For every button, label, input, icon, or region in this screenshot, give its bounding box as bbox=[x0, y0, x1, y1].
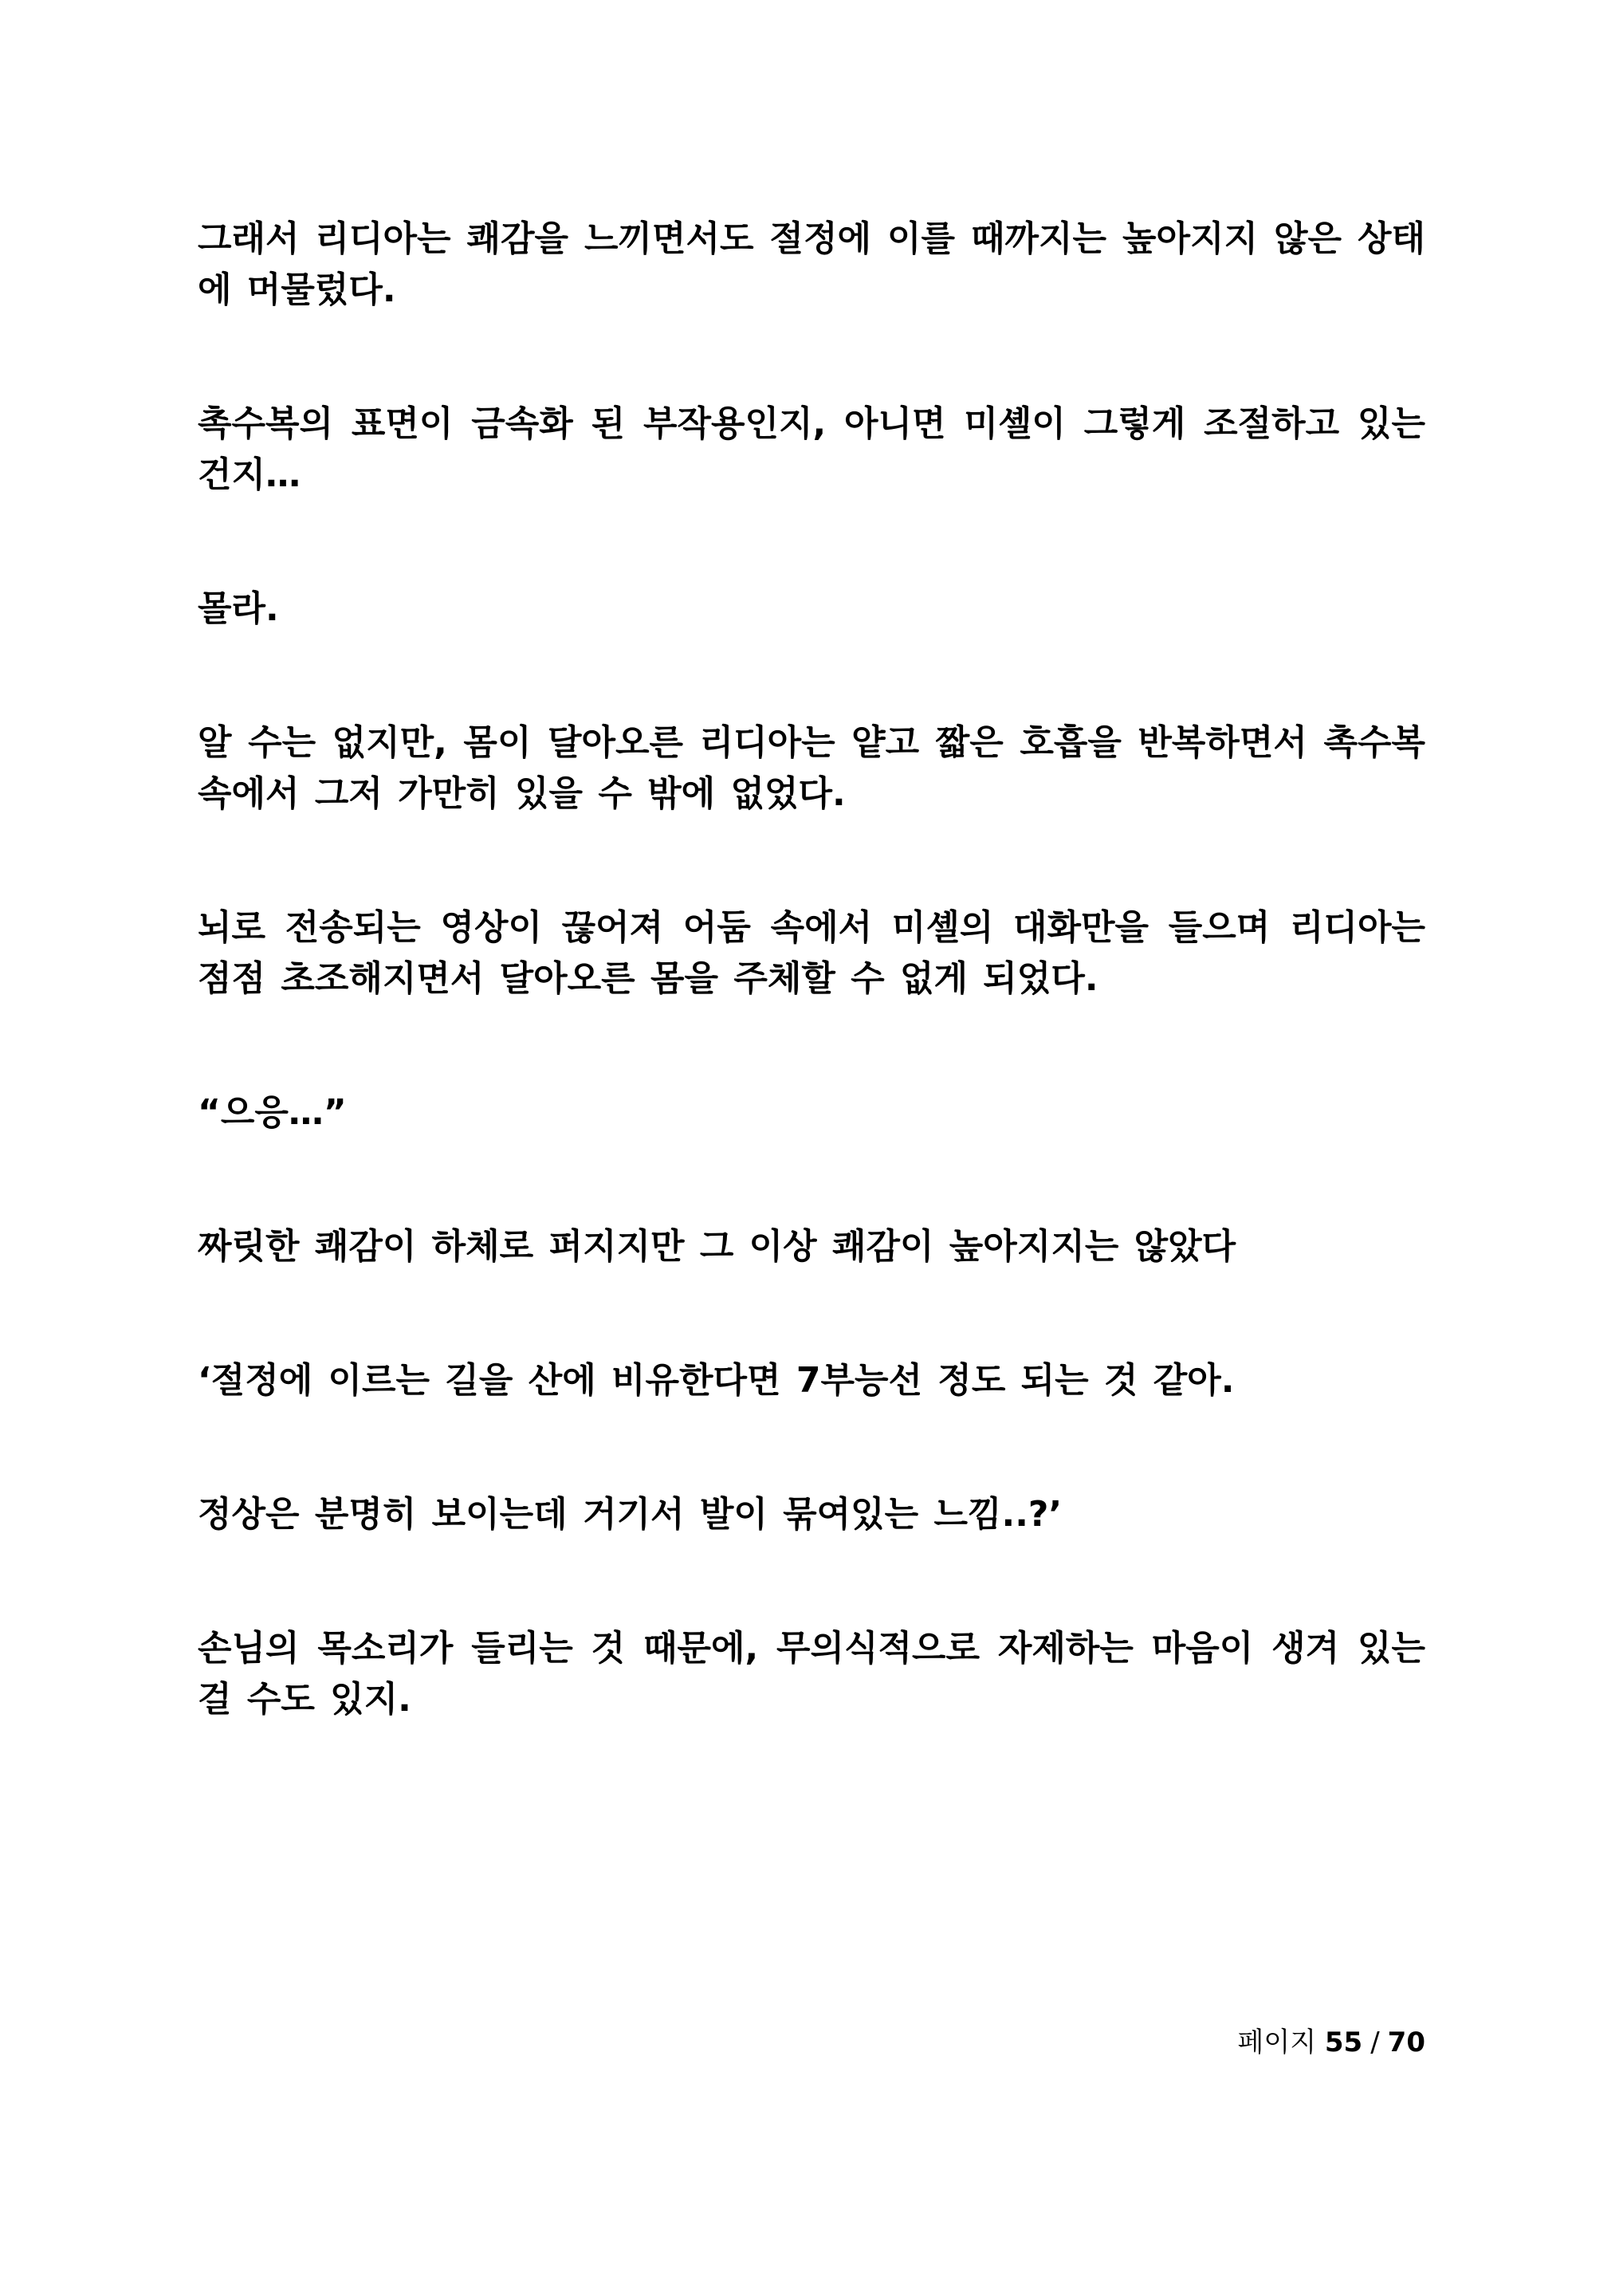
body-text bbox=[198, 214, 1425, 1808]
paragraph-4: 알 수는 없지만, 몸이 달아오른 리디아는 얕고 짧은 호흡을 반복하면서 촉수복 속에서 그저 가만히 있을 수 밖에 없었다. bbox=[198, 722, 1425, 814]
paragraph-8: ‘절정에 이르는 길을 산에 비유한다면 7부능선 정도 되는 것 같아. bbox=[198, 1360, 1235, 1401]
page-footer bbox=[1238, 2023, 1425, 2062]
paragraph-3: 몰라. bbox=[198, 588, 279, 629]
paragraph-6: “으응…” bbox=[198, 1092, 347, 1133]
paragraph-9: 정상은 분명히 보이는데 거기서 발이 묶여있는 느낌..?’ bbox=[198, 1494, 1063, 1535]
paragraph-5: 뇌로 전송되는 영상이 끊어져 어둠 속에서 미셸의 대화만을 들으며 리디아는 점점 초조해지면서 달아오른 몸을 주체할 수 없게 되었다. bbox=[198, 907, 1425, 999]
page-label: 페이지 bbox=[1237, 2027, 1317, 2058]
current-page-number: 55 bbox=[1324, 2027, 1363, 2058]
total-pages-number: 70 bbox=[1387, 2027, 1425, 2058]
paragraph-7: 짜릿한 쾌감이 하체로 퍼지지만 그 이상 쾌감이 높아지지는 않았다 bbox=[198, 1226, 1236, 1267]
page-separator: / bbox=[1370, 2027, 1380, 2058]
paragraph-2: 촉수복의 표면이 금속화 된 부작용인지, 아니면 미셸이 그렇게 조절하고 있는건지… bbox=[198, 403, 1425, 495]
paragraph-1: 그래서 리디아는 쾌감을 느끼면서도 절정에 이를 때까지는 높아지지 않은 상태에 머물렀다. bbox=[198, 218, 1425, 310]
paragraph-10: 손님의 목소리가 들리는 것 때문에, 무의식적으로 자제하는 마음이 생겨 있는걸 수도 있지. bbox=[198, 1628, 1425, 1720]
